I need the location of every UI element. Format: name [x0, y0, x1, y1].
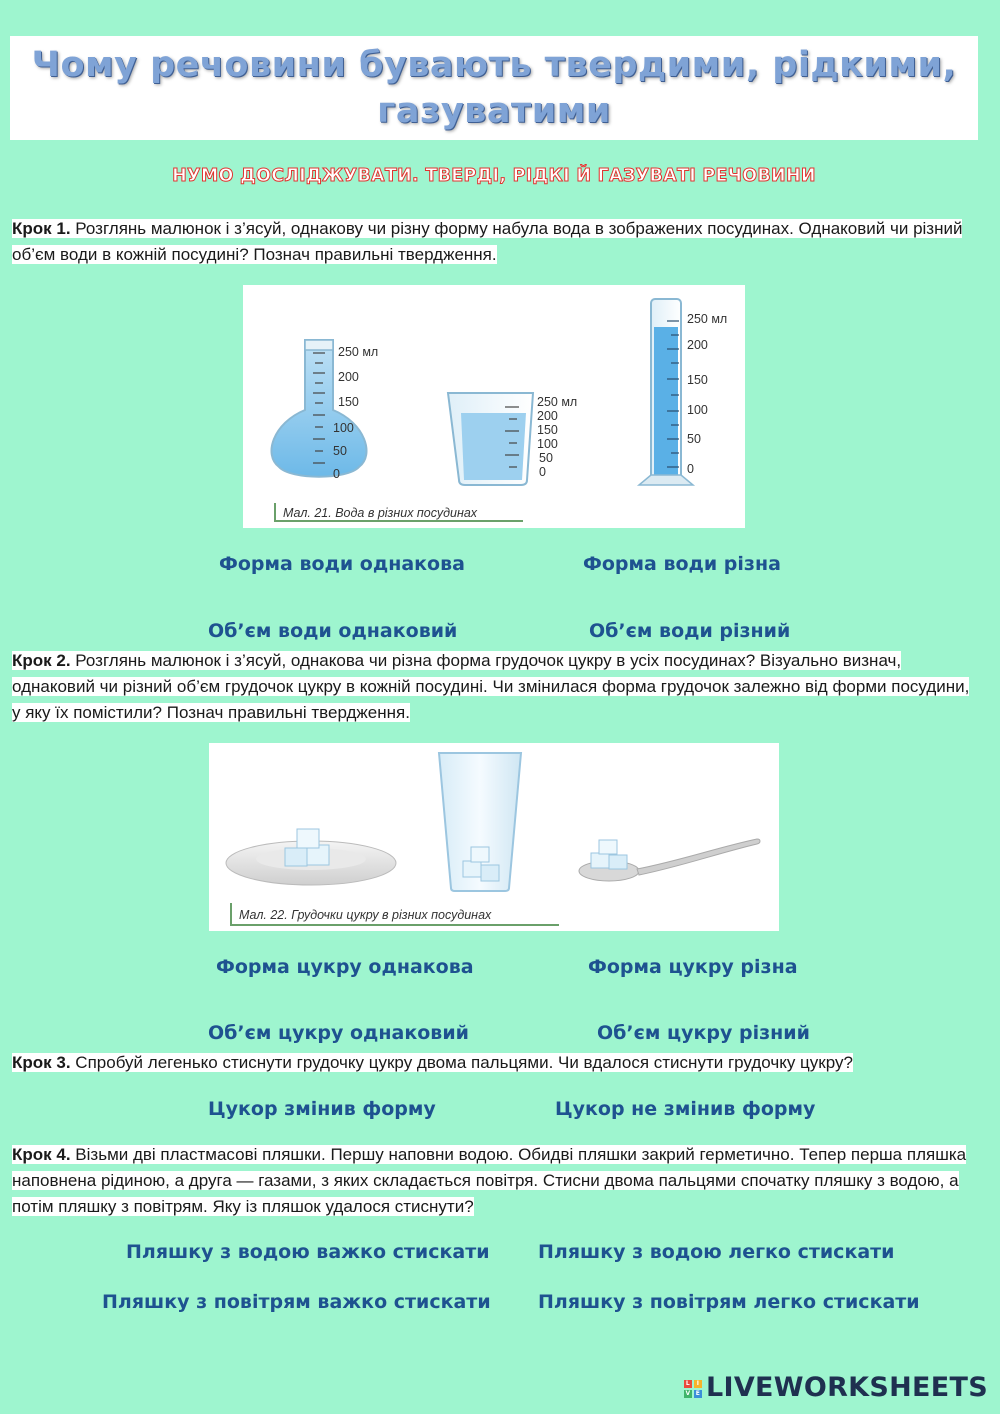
glass-icon [439, 753, 521, 891]
graduated-cylinder-icon [639, 299, 693, 485]
cylinder-scale-label: 150 [687, 373, 708, 387]
beaker-scale-label: 150 [537, 423, 558, 437]
option-sugar-volume-same[interactable]: Об’єм цукру однаковий [208, 1022, 469, 1044]
option-water-volume-same[interactable]: Об’єм води однаковий [208, 620, 458, 642]
logo-cube: L [685, 1379, 691, 1387]
beaker-scale-label: 0 [539, 465, 546, 479]
option-water-volume-different[interactable]: Об’єм води різний [589, 620, 791, 642]
logo-wordmark: LIVEWORKSHEETS [705, 1372, 988, 1403]
step3-text: Спробуй легенько стиснути грудочку цукру двома пальцями. Чи вдалося стиснути грудочку цукру? [75, 1053, 853, 1072]
step1-label: Крок 1. [12, 219, 71, 238]
beaker-scale-label: 200 [537, 409, 558, 423]
option-water-bottle-hard[interactable]: Пляшку з водою важко стискати [126, 1241, 490, 1263]
figure-sugar-vessels [209, 743, 779, 931]
logo-cube: I [694, 1380, 702, 1388]
option-air-bottle-hard[interactable]: Пляшку з повітрям важко стискати [102, 1291, 491, 1313]
flask-scale-label: 50 [333, 444, 347, 458]
step4-instruction [12, 1142, 982, 1220]
flask-scale-label: 100 [333, 421, 354, 435]
flask-scale-label: 150 [338, 395, 359, 409]
step3-instruction [12, 1050, 982, 1076]
option-sugar-volume-different[interactable]: Об’єм цукру різний [597, 1022, 810, 1044]
title-banner [10, 36, 978, 140]
option-sugar-changed-shape[interactable]: Цукор змінив форму [208, 1098, 436, 1120]
figure-22-caption: Мал. 22. Грудочки цукру в різних посудинах [239, 908, 492, 922]
figure-21-caption: Мал. 21. Вода в різних посудинах [283, 506, 478, 520]
beaker-scale-label: 100 [537, 437, 558, 451]
page-title: Чому речовини бувають твердими, рідкими, газуватими [31, 45, 957, 131]
cylinder-scale-label: 200 [687, 338, 708, 352]
sugar-cubes-on-plate [285, 829, 329, 866]
beaker-icon [448, 393, 533, 485]
option-sugar-shape-different[interactable]: Форма цукру різна [588, 956, 798, 978]
option-water-bottle-easy[interactable]: Пляшку з водою легко стискати [538, 1241, 895, 1263]
step4-label: Крок 4. [12, 1145, 71, 1164]
cylinder-scale-label: 250 мл [687, 312, 728, 326]
step2-text: Розглянь малюнок і з’ясуй, однакова чи різна форма грудочок цукру в усіх посудинах? Візуально визнач, однаковий чи різний об’єм грудочок цукру в кожній посудині. Чи змінилася форма грудочок залежно від форми посудини, у яку їх помістили? Познач правильні твердження. [12, 651, 970, 722]
logo-cubes-icon [684, 1380, 702, 1398]
section-subtitle: НУМО ДОСЛІДЖУВАТИ. ТВЕРДІ, РІДКІ Й ГАЗУВАТІ РЕЧОВИНИ [172, 166, 816, 186]
step2-instruction [12, 648, 982, 726]
spoon-icon [579, 839, 760, 881]
option-air-bottle-easy[interactable]: Пляшку з повітрям легко стискати [538, 1291, 920, 1313]
step4-text: Візьми дві пластмасові пляшки. Першу наповни водою. Обидві пляшки закрий герметично. Тепер перша пляшка наповнена рідиною, а друга — газами, з яких складається повітря. Стисни двома пальцями спочатку пляшку з водою, а потім пляшку з повітрям. Яку із пляшок удалося стиснути? [12, 1145, 967, 1216]
cylinder-scale-label: 0 [687, 462, 694, 476]
beaker-scale-label: 250 мл [537, 395, 578, 409]
flask-scale-label: 250 мл [338, 345, 379, 359]
option-sugar-not-changed-shape[interactable]: Цукор не змінив форму [555, 1098, 816, 1120]
beaker-scale [537, 395, 577, 479]
cylinder-scale [687, 312, 727, 476]
step1-text: Розглянь малюнок і з’ясуй, однакову чи різну форму набула вода в зображених посудинах. Однаковий чи різний об’єм води в кожній посудині? Познач правильні твердження. [12, 219, 963, 264]
sugar-vessels-illustration [209, 743, 779, 931]
liveworksheets-logo [684, 1372, 988, 1403]
cylinder-scale-label: 100 [687, 403, 708, 417]
option-sugar-shape-same[interactable]: Форма цукру однакова [216, 956, 474, 978]
step1-instruction [12, 216, 982, 268]
logo-cube: V [685, 1389, 691, 1397]
flask-scale-label: 0 [333, 467, 340, 481]
cylinder-scale-label: 50 [687, 432, 701, 446]
flask-scale-label: 200 [338, 370, 359, 384]
beaker-scale-label: 50 [539, 451, 553, 465]
figure-water-vessels [243, 285, 745, 528]
water-vessels-illustration [243, 285, 745, 528]
step2-label: Крок 2. [12, 651, 71, 670]
step3-label: Крок 3. [12, 1053, 71, 1072]
option-water-shape-same[interactable]: Форма води однакова [219, 553, 465, 575]
option-water-shape-different[interactable]: Форма води різна [583, 553, 781, 575]
logo-cube: E [695, 1389, 701, 1397]
